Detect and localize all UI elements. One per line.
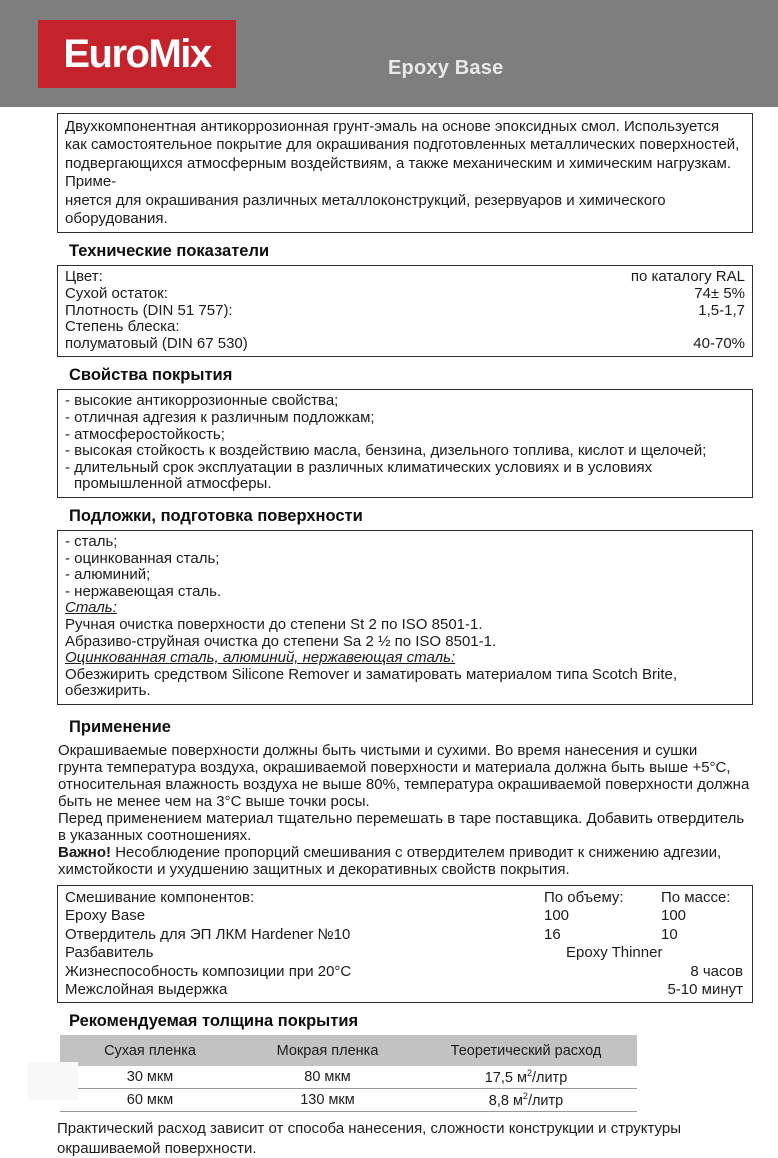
mixing-interlayer-value: 5-10 минут xyxy=(667,980,743,998)
important-text: Несоблюдение пропорций смешивания с отвердителем приводит к снижению адгезии, xyxy=(111,843,722,861)
substrate-item: - сталь; xyxy=(65,532,118,550)
section-title-specs: Технические показатели xyxy=(69,242,270,261)
datasheet-content xyxy=(57,113,753,1158)
intro-line: Двухкомпонентная антикоррозионная грунт-эмаль на основе эпоксидных смол. Используется xyxy=(65,118,720,135)
spec-label: Плотность (DIN 51 757): xyxy=(65,301,233,319)
substrate-item: - оцинкованная сталь; xyxy=(65,549,220,567)
substrate-steel-line: Абразиво-струйная очистка до степени Sa 2 ½ по ISO 8501-1. xyxy=(65,632,497,650)
consumption-value: 17,5 $м^2$/литр xyxy=(484,1068,568,1087)
substrates-box xyxy=(57,530,753,705)
spec-value: 1,5-1,7 xyxy=(698,301,745,319)
mixing-by-volume: По объему: xyxy=(544,888,624,906)
section-title-thickness: Рекомендуемая толщина покрытия xyxy=(69,1012,359,1031)
consumption-value: 8,8 $м^2$/литр xyxy=(488,1091,564,1110)
intro-line: няется для окрашивания различных металлоконструкций, резервуаров и химического оборудования. xyxy=(65,191,666,228)
spec-label: Сухой остаток: xyxy=(65,285,168,303)
euromix-logo-text: EuroMix xyxy=(63,31,211,76)
mixing-hardener-row xyxy=(65,926,745,944)
application-line: в указанных соотношениях. xyxy=(58,826,252,844)
spec-row xyxy=(65,319,745,336)
mixing-box xyxy=(57,885,753,1003)
substrate-galvanized-label: Оцинкованная сталь, алюминий, нержавеющая сталь: xyxy=(65,649,456,667)
intro-box xyxy=(57,113,753,233)
spec-row xyxy=(65,336,745,353)
spec-row xyxy=(65,269,745,286)
property-item: - атмосферостойкость; xyxy=(65,425,225,443)
mixing-volume-value: 100 xyxy=(544,907,570,925)
mixing-volume-value: 16 xyxy=(544,925,561,943)
application-line: относительная влажность воздуха не выше 80%, температура окрашиваемой поверхности должна xyxy=(58,775,750,793)
wet-value: 130 мкм xyxy=(300,1092,355,1109)
application-text xyxy=(58,742,753,878)
footer-line: окрашиваемой поверхности. xyxy=(57,1139,257,1157)
mixing-by-mass: По массе: xyxy=(661,888,731,906)
thickness-row xyxy=(60,1089,637,1112)
substrate-item: - алюминий; xyxy=(65,566,151,584)
mixing-header-row xyxy=(65,889,745,907)
spec-row xyxy=(65,286,745,303)
application-line: грунта температура воздуха, окрашиваемой поверхности и материала должна быть выше +5°С, xyxy=(58,758,731,776)
product-title: Epoxy Base xyxy=(388,57,504,79)
dry-value: 60 мкм xyxy=(126,1092,174,1109)
mixing-interlayer-row xyxy=(65,981,745,999)
thickness-table xyxy=(60,1035,637,1112)
spec-value: по каталогу RAL xyxy=(630,268,745,286)
spec-value: 74± 5% xyxy=(694,285,745,303)
application-important-line xyxy=(58,844,753,861)
spec-label: полуматовый (DIN 67 530) xyxy=(65,334,248,352)
mixing-potlife-row xyxy=(65,963,745,981)
spec-value: 40-70% xyxy=(693,334,745,352)
mixing-label: Смешивание компонентов: xyxy=(65,888,255,906)
mixing-label: Отвердитель для ЭП ЛКМ Hardener №10 xyxy=(65,925,351,943)
substrate-galvanized-line: Обезжирить средством Silicone Remover и заматировать материалом типа Scotch Brite, обезжирить. xyxy=(65,665,678,700)
mixing-label: Разбавитель xyxy=(65,944,154,962)
intro-line: подвергающихся атмосферным воздействиям, а также механическим и химическим нагрузкам. Приме- xyxy=(65,154,731,191)
spec-row xyxy=(65,303,745,320)
mixing-thinner-row xyxy=(65,944,745,962)
property-item: - отличная адгезия к различным подложкам; xyxy=(65,409,375,426)
mixing-potlife-value: 8 часов xyxy=(690,962,743,980)
corner-watermark xyxy=(28,1062,78,1100)
section-title-properties: Свойства покрытия xyxy=(69,366,233,385)
euromix-logo xyxy=(38,20,236,88)
thickness-row xyxy=(60,1066,637,1089)
mixing-label: Epoxy Base xyxy=(65,907,146,925)
application-line: быть не менее чем на 3°С выше точки росы. xyxy=(58,792,370,810)
section-title-application: Применение xyxy=(69,717,171,736)
spec-label: Степень блеска: xyxy=(65,318,180,336)
properties-box xyxy=(57,389,753,498)
spec-label: Цвет: xyxy=(65,268,103,286)
mixing-thinner-value: Epoxy Thinner xyxy=(566,944,663,962)
dry-value: 30 мкм xyxy=(126,1069,174,1086)
application-important-line: химстойкости и ухудшению защитных и декоративных свойств покрытия. xyxy=(58,860,570,878)
footer-line: Практический расход зависит от способа нанесения, сложности конструкции и структуры xyxy=(57,1120,681,1138)
mixing-base-row xyxy=(65,907,745,925)
intro-line: как самостоятельное покрытие для окрашивания подготовленных металлических поверхностей, xyxy=(65,136,740,154)
property-item: - длительный срок эксплуатации в различных климатических условиях и в условиях промышленной атмосферы. xyxy=(65,458,653,493)
important-label: Важно! xyxy=(58,843,112,861)
wet-value: 80 мкм xyxy=(304,1069,351,1086)
thickness-table-header xyxy=(60,1035,637,1066)
application-line: Перед применением материал тщательно перемешать в таре поставщика. Добавить отвердитель xyxy=(58,809,745,827)
mixing-mass-value: 100 xyxy=(661,907,687,925)
substrate-item: - нержавеющая сталь. xyxy=(65,582,222,600)
application-line: Окрашиваемые поверхности должны быть чистыми и сухими. Во время нанесения и сушки xyxy=(58,741,698,759)
property-item: - высокая стойкость к воздействию масла, бензина, дизельного топлива, кислот и щелочей; xyxy=(65,442,707,460)
mixing-label: Жизнеспособность композиции при 20°С xyxy=(65,962,352,980)
mixing-label: Межслойная выдержка xyxy=(65,980,228,998)
specs-box xyxy=(57,265,753,357)
thickness-col-dry: Сухая пленка xyxy=(104,1042,196,1059)
section-title-substrates: Подложки, подготовка поверхности xyxy=(69,506,363,525)
substrate-steel-label: Сталь: xyxy=(65,599,117,617)
thickness-col-wet: Мокрая пленка xyxy=(276,1042,379,1059)
substrate-steel-line: Ручная очистка поверхности до степени St 2 по ISO 8501-1. xyxy=(65,615,483,633)
mixing-mass-value: 10 xyxy=(661,925,678,943)
thickness-col-consumption: Теоретический расход xyxy=(450,1042,602,1059)
property-item: - высокие антикоррозионные свойства; xyxy=(65,392,339,410)
header-band xyxy=(0,0,778,107)
footer-note xyxy=(57,1119,753,1158)
